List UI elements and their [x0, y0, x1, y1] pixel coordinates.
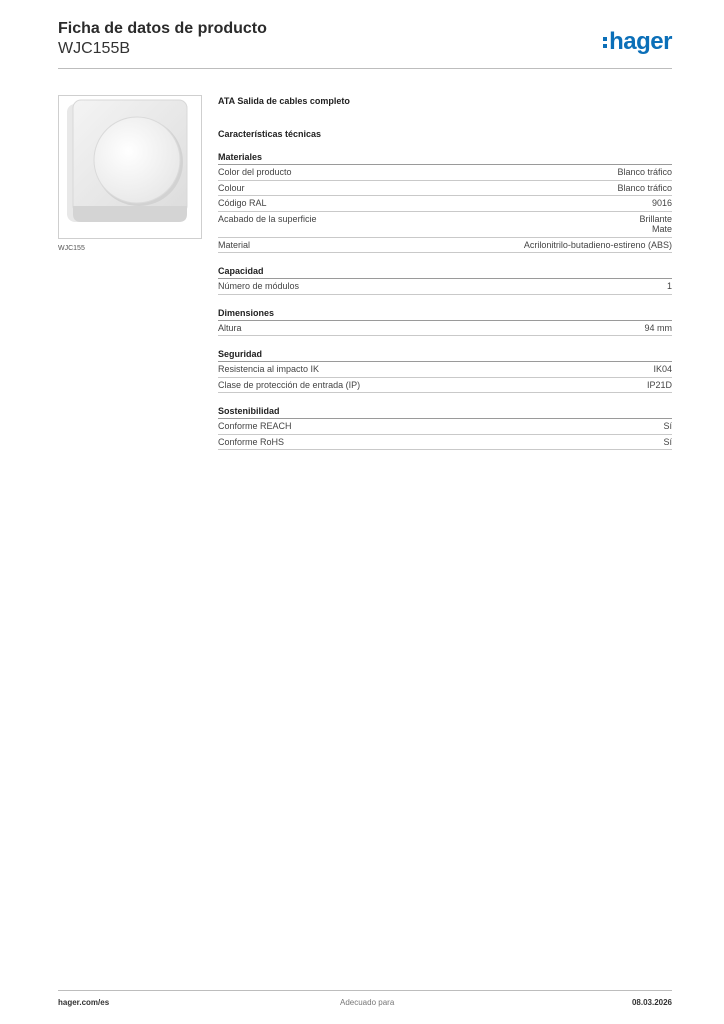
- spec-label: Conforme REACH: [218, 421, 292, 431]
- spec-row: [218, 279, 672, 295]
- spec-label: Material: [218, 239, 251, 250]
- footer-note: Adecuado para: [340, 998, 395, 1007]
- spec-value: IP21D: [646, 379, 672, 390]
- spec-row: [218, 196, 672, 212]
- spec-row: [218, 181, 672, 197]
- image-caption: WJC155: [58, 245, 85, 252]
- spec-label: Colour: [218, 182, 245, 193]
- footer-divider: [58, 990, 672, 991]
- spec-value: Sí: [663, 436, 672, 447]
- logo-dots-icon: [603, 37, 607, 48]
- spec-value-line: Mate: [651, 224, 672, 234]
- spec-label: Color del producto: [218, 167, 292, 177]
- spec-row: [218, 238, 672, 254]
- spec-group-materiales: [218, 152, 672, 253]
- spec-row: [218, 419, 672, 435]
- group-title: Seguridad: [218, 349, 672, 362]
- group-title: Materiales: [218, 152, 672, 165]
- spec-label: Número de módulos: [218, 281, 300, 291]
- spec-value: IK04: [653, 364, 672, 374]
- outlet-cover-illustration: [59, 96, 201, 238]
- section-title: Características técnicas: [218, 129, 322, 139]
- spec-row: [218, 435, 672, 451]
- spec-row: [218, 212, 672, 238]
- logo-text: hager: [609, 28, 672, 55]
- spec-label: Conforme RoHS: [218, 436, 285, 447]
- spec-group-seguridad: [218, 349, 672, 393]
- spec-label: Resistencia al impacto IK: [218, 364, 320, 374]
- spec-row: [218, 165, 672, 181]
- spec-value-line: Brillante: [639, 213, 672, 224]
- spec-value: Blanco tráfico: [617, 167, 672, 177]
- spec-label: Altura: [218, 322, 242, 333]
- group-title: Capacidad: [218, 266, 672, 279]
- spec-value: Blanco tráfico: [617, 182, 672, 193]
- spec-value: 1: [666, 281, 672, 291]
- spec-row: [218, 321, 672, 337]
- page-title: Ficha de datos de producto: [58, 20, 267, 37]
- page-header: [58, 20, 672, 70]
- group-title: Sostenibilidad: [218, 406, 672, 419]
- product-specs: [218, 96, 672, 450]
- spec-label: Código RAL: [218, 198, 267, 208]
- spec-value: 9016: [651, 198, 672, 208]
- hager-logo: [603, 28, 672, 56]
- spec-label: Clase de protección de entrada (IP): [218, 379, 361, 390]
- spec-value: Acrilonitrilo-butadieno-estireno (ABS): [523, 239, 672, 250]
- product-reference: WJC155B: [58, 40, 131, 57]
- document-date: 08.03.2026: [631, 998, 672, 1007]
- group-title: Dimensiones: [218, 308, 672, 321]
- spec-value: 94 mm: [644, 322, 672, 333]
- product-image: [58, 95, 202, 239]
- spec-label: Acabado de la superficie: [218, 213, 317, 224]
- spec-group-sostenibilidad: [218, 406, 672, 450]
- spec-value-multi: [639, 214, 672, 235]
- spec-row: [218, 378, 672, 394]
- website-link[interactable]: hager.com/es: [58, 998, 110, 1007]
- spec-row: [218, 362, 672, 378]
- header-divider: [58, 68, 672, 69]
- spec-group-dimensiones: [218, 308, 672, 337]
- spec-group-capacidad: [218, 266, 672, 295]
- product-name: ATA Salida de cables completo: [218, 96, 350, 106]
- spec-value: Sí: [663, 421, 672, 431]
